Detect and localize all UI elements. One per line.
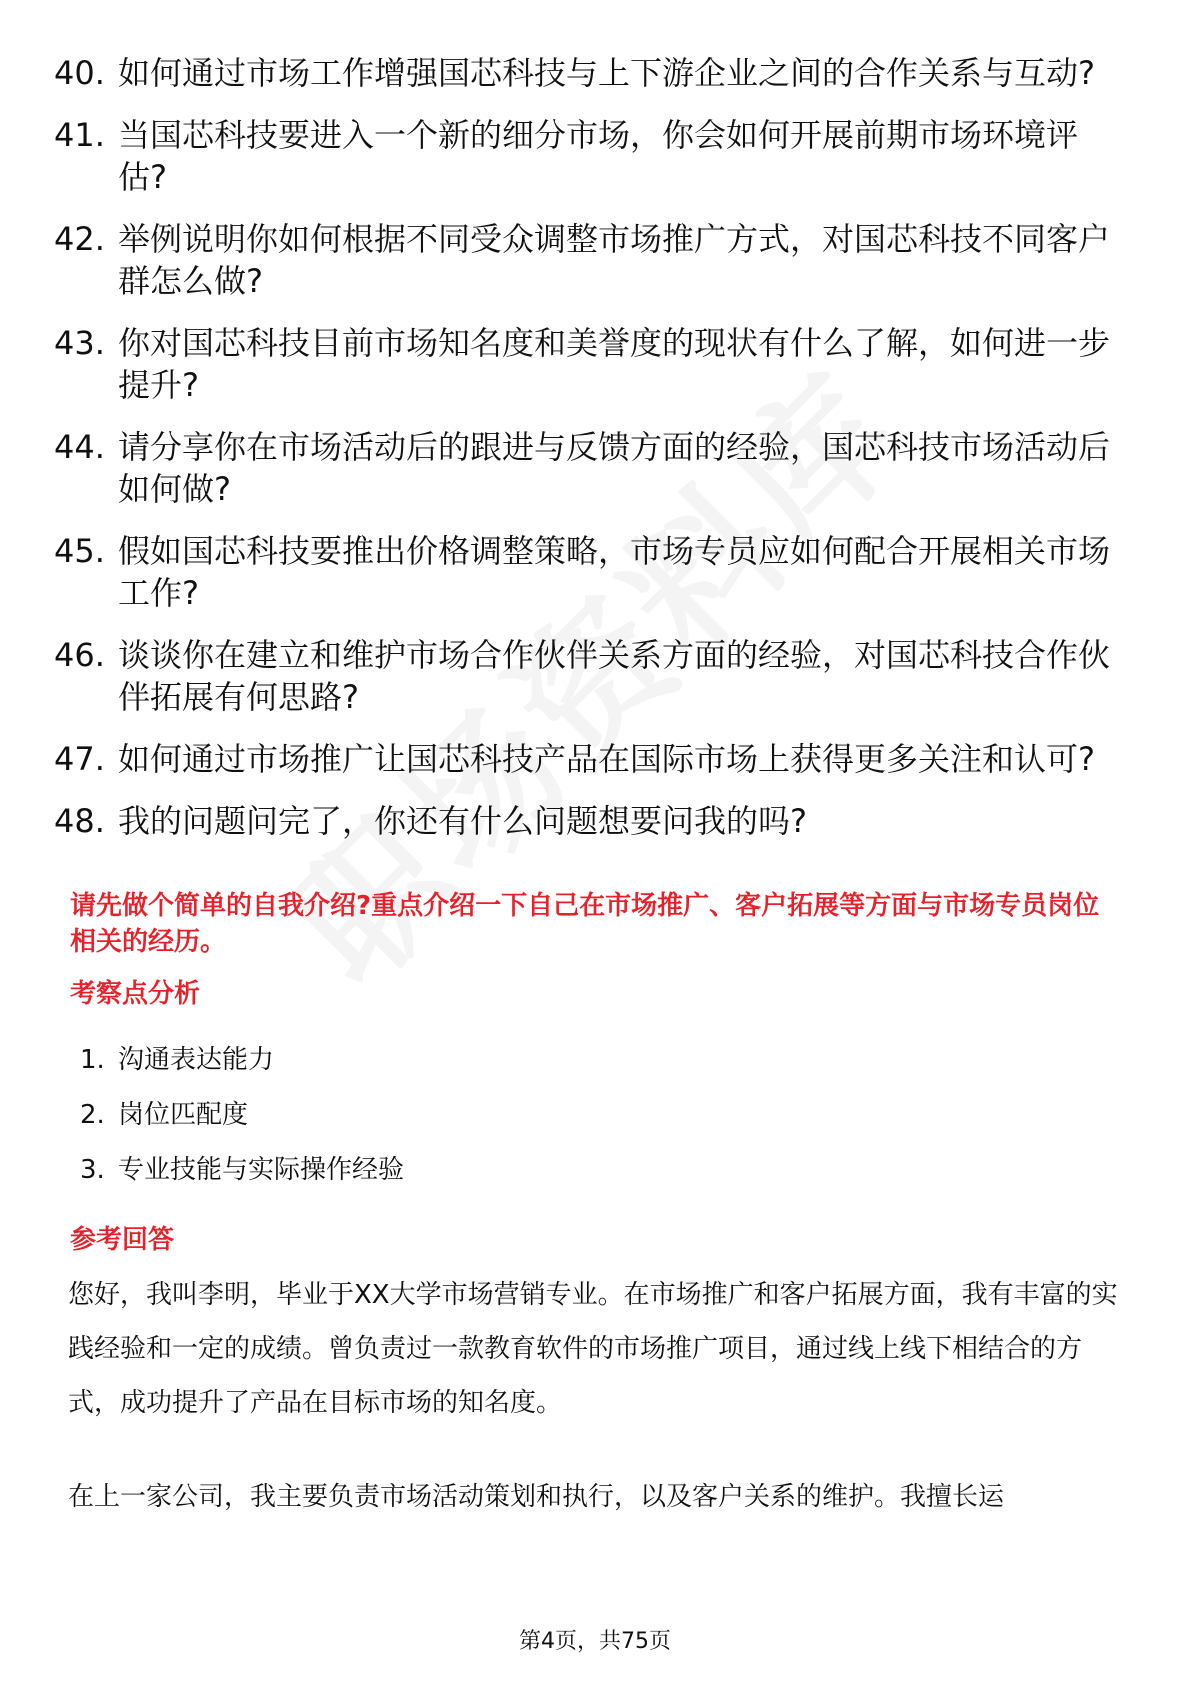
question-text: 如何通过市场工作增强国芯科技与上下游企业之间的合作关系与互动? xyxy=(118,54,1095,92)
question-text: 如何通过市场推广让国芯科技产品在国际市场上获得更多关注和认可? xyxy=(118,740,1095,778)
list-item xyxy=(54,114,1114,198)
point-text: 岗位匹配度 xyxy=(118,1100,249,1130)
question-number: 47. xyxy=(54,740,105,778)
list-item xyxy=(54,322,1114,406)
list-item xyxy=(80,1097,404,1152)
question-text: 当国芯科技要进入一个新的细分市场，你会如何开展前期市场环境评估? xyxy=(118,116,1079,196)
question-number: 42. xyxy=(54,220,105,258)
question-list xyxy=(54,52,1114,862)
list-item xyxy=(54,530,1114,614)
point-number: 3. xyxy=(80,1155,105,1185)
question-text: 假如国芯科技要推出价格调整策略，市场专员应如何配合开展相关市场工作? xyxy=(118,532,1111,612)
list-item xyxy=(80,1152,404,1207)
question-number: 44. xyxy=(54,428,105,466)
point-number: 1. xyxy=(80,1045,105,1075)
point-text: 沟通表达能力 xyxy=(118,1045,275,1075)
question-number: 41. xyxy=(54,116,105,154)
question-number: 43. xyxy=(54,324,105,362)
list-item xyxy=(54,426,1114,510)
intro-question-heading: 请先做个简单的自我介绍?重点介绍一下自己在市场推广、客户拓展等方面与市场专员岗位相关的经历。 xyxy=(70,891,1100,957)
analysis-heading: 考察点分析 xyxy=(70,979,201,1009)
answer-paragraph: 您好，我叫李明，毕业于XX大学市场营销专业。在市场推广和客户拓展方面，我有丰富的实践经验和一定的成绩。曾负责过一款教育软件的市场推广项目，通过线上线下相结合的方式，成功提升了产品在目标市场的知名度。 xyxy=(68,1280,1118,1418)
question-text: 请分享你在市场活动后的跟进与反馈方面的经验，国芯科技市场活动后如何做? xyxy=(118,428,1111,508)
list-item xyxy=(54,800,1114,842)
list-item xyxy=(80,1042,404,1097)
list-item xyxy=(54,218,1114,302)
question-number: 40. xyxy=(54,54,105,92)
question-text: 你对国芯科技目前市场知名度和美誉度的现状有什么了解，如何进一步提升? xyxy=(118,324,1111,404)
list-item xyxy=(54,52,1114,94)
point-number: 2. xyxy=(80,1100,105,1130)
page-footer: 第4页，共75页 xyxy=(519,1629,671,1654)
question-number: 45. xyxy=(54,532,105,570)
question-text: 我的问题问完了，你还有什么问题想要问我的吗? xyxy=(118,802,807,840)
question-text: 谈谈你在建立和维护市场合作伙伴关系方面的经验，对国芯科技合作伙伴拓展有何思路? xyxy=(118,636,1111,716)
answer-paragraph: 在上一家公司，我主要负责市场活动策划和执行，以及客户关系的维护。我擅长运 xyxy=(68,1482,1005,1512)
analysis-point-list xyxy=(80,1042,404,1207)
question-number: 46. xyxy=(54,636,105,674)
list-item xyxy=(54,738,1114,780)
point-text: 专业技能与实际操作经验 xyxy=(118,1155,405,1185)
answer-heading: 参考回答 xyxy=(70,1225,175,1255)
question-number: 48. xyxy=(54,802,105,840)
list-item xyxy=(54,634,1114,718)
question-text: 举例说明你如何根据不同受众调整市场推广方式，对国芯科技不同客户群怎么做? xyxy=(118,220,1111,300)
